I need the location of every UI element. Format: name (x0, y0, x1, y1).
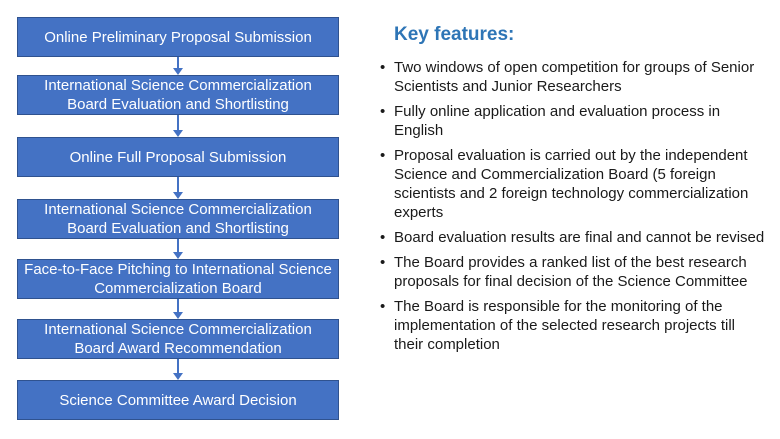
bullet-icon: • (380, 103, 386, 120)
step-board-evaluation-2 (17, 199, 339, 239)
step-pitching (17, 259, 339, 299)
step-label: Science Committee Award Decision (59, 391, 297, 409)
bullet-icon: • (380, 229, 386, 246)
process-flowchart (0, 0, 360, 439)
feature-text: Two windows of open competition for groups of Senior Scientists and Junior Researchers (394, 59, 755, 95)
down-arrow-icon (176, 359, 180, 380)
feature-text: Board evaluation results are final and cannot be revised (394, 229, 765, 246)
step-label: Online Preliminary Proposal Submission (44, 28, 312, 46)
key-features-list (380, 58, 765, 354)
feature-item (380, 253, 765, 291)
bullet-icon: • (380, 254, 386, 271)
feature-text: The Board is responsible for the monitoring of the implementation of the selected research projects till their completion (394, 298, 736, 353)
bullet-icon: • (380, 59, 386, 76)
down-arrow-icon (176, 239, 180, 259)
key-features-title: Key features: (394, 24, 515, 45)
step-full-submission (17, 137, 339, 177)
step-label: International Science Commercialization Board Evaluation and Shortlisting (44, 77, 312, 113)
step-award-decision (17, 380, 339, 420)
step-label: International Science Commercialization Board Award Recommendation (44, 321, 312, 357)
key-features-panel (380, 22, 765, 360)
step-preliminary-submission (17, 17, 339, 57)
feature-item (380, 228, 765, 247)
feature-text: Proposal evaluation is carried out by the independent Science and Commercialization Board (5 foreign scientists and 2 foreign technology commercialization experts (394, 147, 749, 221)
feature-text: The Board provides a ranked list of the best research proposals for final decision of the Science Committee (394, 254, 748, 290)
step-label: Online Full Proposal Submission (69, 148, 287, 166)
down-arrow-icon (176, 299, 180, 319)
feature-item (380, 146, 765, 222)
step-award-recommendation (17, 319, 339, 359)
down-arrow-icon (176, 57, 180, 75)
feature-item (380, 58, 765, 96)
down-arrow-icon (176, 177, 180, 199)
step-board-evaluation-1 (17, 75, 339, 115)
feature-text: Fully online application and evaluation process in English (394, 103, 721, 139)
feature-item (380, 102, 765, 140)
down-arrow-icon (176, 115, 180, 137)
bullet-icon: • (380, 147, 386, 164)
step-label: Face-to-Face Pitching to International Science Commercialization Board (24, 261, 332, 297)
step-label: International Science Commercialization Board Evaluation and Shortlisting (44, 201, 312, 237)
feature-item (380, 297, 765, 354)
bullet-icon: • (380, 298, 386, 315)
